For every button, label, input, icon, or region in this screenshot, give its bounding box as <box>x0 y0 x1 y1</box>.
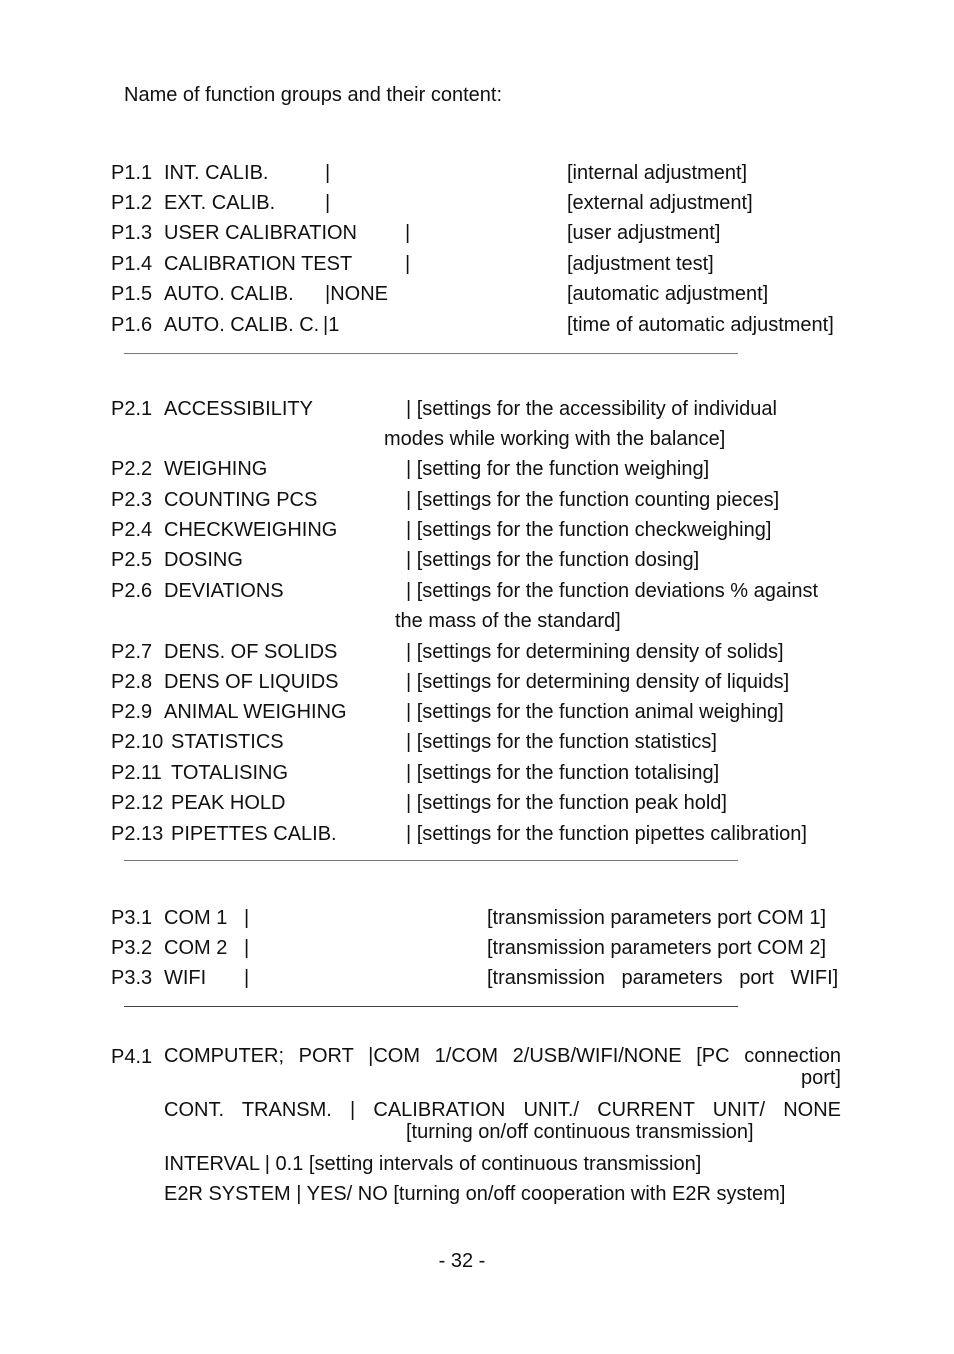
p4-cont-transm-entry <box>164 1099 841 1143</box>
p2-name: PEAK HOLD <box>171 792 286 814</box>
p2-name: COUNTING PCS <box>164 489 318 511</box>
p3-separator: | <box>244 967 250 989</box>
p1-name: USER CALIBRATION <box>164 222 357 244</box>
p1-description: [user adjustment] <box>567 222 721 244</box>
p3-separator: | <box>244 937 250 959</box>
p2-name: PIPETTES CALIB. <box>171 823 337 845</box>
p2-name: CHECKWEIGHING <box>164 519 338 541</box>
p3-name: COM 1 <box>164 907 228 929</box>
p1-code: P1.3 <box>111 222 153 244</box>
p2-code: P2.11 <box>111 762 162 784</box>
page-number: - 32 - <box>438 1250 486 1272</box>
p1-description: [time of automatic adjustment] <box>567 314 834 336</box>
p4-cont-transm-continued: [turning on/off continuous transmission] <box>406 1121 754 1143</box>
p1-description: [adjustment test] <box>567 253 714 275</box>
p2-description: | [settings for the function dosing] <box>406 549 700 571</box>
p2-code: P2.5 <box>111 549 153 571</box>
p2-code: P2.12 <box>111 792 164 814</box>
p2-description: | [settings for determining density of liquids] <box>406 671 790 693</box>
p1-description: [internal adjustment] <box>567 162 748 184</box>
p1-separator: | <box>405 253 411 275</box>
p4-interval: INTERVAL | 0.1 [setting intervals of continuous transmission] <box>164 1153 702 1175</box>
p2-name: DENS. OF SOLIDS <box>164 641 338 663</box>
p3-code: P3.1 <box>111 907 153 929</box>
p2-name: ANIMAL WEIGHING <box>164 701 347 723</box>
p1-name: CALIBRATION TEST <box>164 253 353 275</box>
p2-code: P2.1 <box>111 398 153 420</box>
p2-description: | [settings for the accessibility of individual <box>406 398 777 420</box>
p2-description: | [settings for the function pipettes calibration] <box>406 823 807 845</box>
p2-name: TOTALISING <box>171 762 289 784</box>
p2-name: DEVIATIONS <box>164 580 284 602</box>
p4-code: P4.1 <box>111 1046 153 1068</box>
p2-description: | [settings for the function peak hold] <box>406 792 727 814</box>
p3-name: COM 2 <box>164 937 228 959</box>
divider <box>124 860 738 861</box>
p2-name: DOSING <box>164 549 243 571</box>
p2-name: STATISTICS <box>171 731 284 753</box>
p2-name: WEIGHING <box>164 458 268 480</box>
p1-code: P1.6 <box>111 314 153 336</box>
p3-code: P3.3 <box>111 967 153 989</box>
p3-separator: | <box>244 907 250 929</box>
p1-name: AUTO. CALIB. <box>164 283 294 305</box>
p1-separator: | <box>325 162 331 184</box>
p1-code: P1.4 <box>111 253 153 275</box>
intro-text: Name of function groups and their content: <box>124 84 503 106</box>
p2-code: P2.13 <box>111 823 164 845</box>
p1-name: INT. CALIB. <box>164 162 269 184</box>
p2-description: | [settings for the function totalising] <box>406 762 720 784</box>
p2-code: P2.2 <box>111 458 153 480</box>
p1-code: P1.5 <box>111 283 153 305</box>
p2-description: | [setting for the function weighing] <box>406 458 710 480</box>
p4-computer-line: COMPUTER; PORT |COM 1/COM 2/USB/WIFI/NONE [PC connection <box>164 1045 841 1067</box>
p3-code: P3.2 <box>111 937 153 959</box>
p1-code: P1.1 <box>111 162 153 184</box>
p3-description: [transmission parameters port COM 1] <box>487 907 826 929</box>
p1-separator: |NONE <box>325 283 388 305</box>
p2-description-continued: the mass of the standard] <box>395 610 621 632</box>
p1-separator: | <box>325 192 331 214</box>
p2-description: | [settings for determining density of solids] <box>406 641 784 663</box>
p2-name: ACCESSIBILITY <box>164 398 313 420</box>
p3-description: [transmission parameters port WIFI] <box>487 967 839 989</box>
p2-code: P2.9 <box>111 701 153 723</box>
p2-description: | [settings for the function counting pieces] <box>406 489 780 511</box>
p1-code: P1.2 <box>111 192 153 214</box>
p1-name: AUTO. CALIB. C. <box>164 314 320 336</box>
p1-description: [automatic adjustment] <box>567 283 769 305</box>
p2-name: DENS OF LIQUIDS <box>164 671 339 693</box>
p2-code: P2.6 <box>111 580 153 602</box>
p1-separator: | <box>405 222 411 244</box>
divider <box>124 353 738 354</box>
p2-code: P2.10 <box>111 731 164 753</box>
p2-code: P2.8 <box>111 671 153 693</box>
p2-description-continued: modes while working with the balance] <box>384 428 726 450</box>
p2-code: P2.7 <box>111 641 153 663</box>
divider <box>124 1006 738 1007</box>
p2-code: P2.3 <box>111 489 153 511</box>
p4-cont-transm-line: CONT. TRANSM. | CALIBRATION UNIT./ CURRENT UNIT/ NONE <box>164 1099 841 1121</box>
p3-description: [transmission parameters port COM 2] <box>487 937 826 959</box>
p1-name: EXT. CALIB. <box>164 192 276 214</box>
p1-separator: |1 <box>323 314 340 336</box>
p4-computer-entry <box>164 1045 841 1089</box>
p3-name: WIFI <box>164 967 207 989</box>
p4-e2r-system: E2R SYSTEM | YES/ NO [turning on/off cooperation with E2R system] <box>164 1183 786 1205</box>
p1-description: [external adjustment] <box>567 192 753 214</box>
p2-description: | [settings for the function checkweighing] <box>406 519 772 541</box>
p2-description: | [settings for the function animal weighing] <box>406 701 784 723</box>
p2-description: | [settings for the function statistics] <box>406 731 717 753</box>
p2-code: P2.4 <box>111 519 153 541</box>
p4-computer-continued: port] <box>800 1067 841 1089</box>
p2-description: | [settings for the function deviations % against <box>406 580 819 602</box>
